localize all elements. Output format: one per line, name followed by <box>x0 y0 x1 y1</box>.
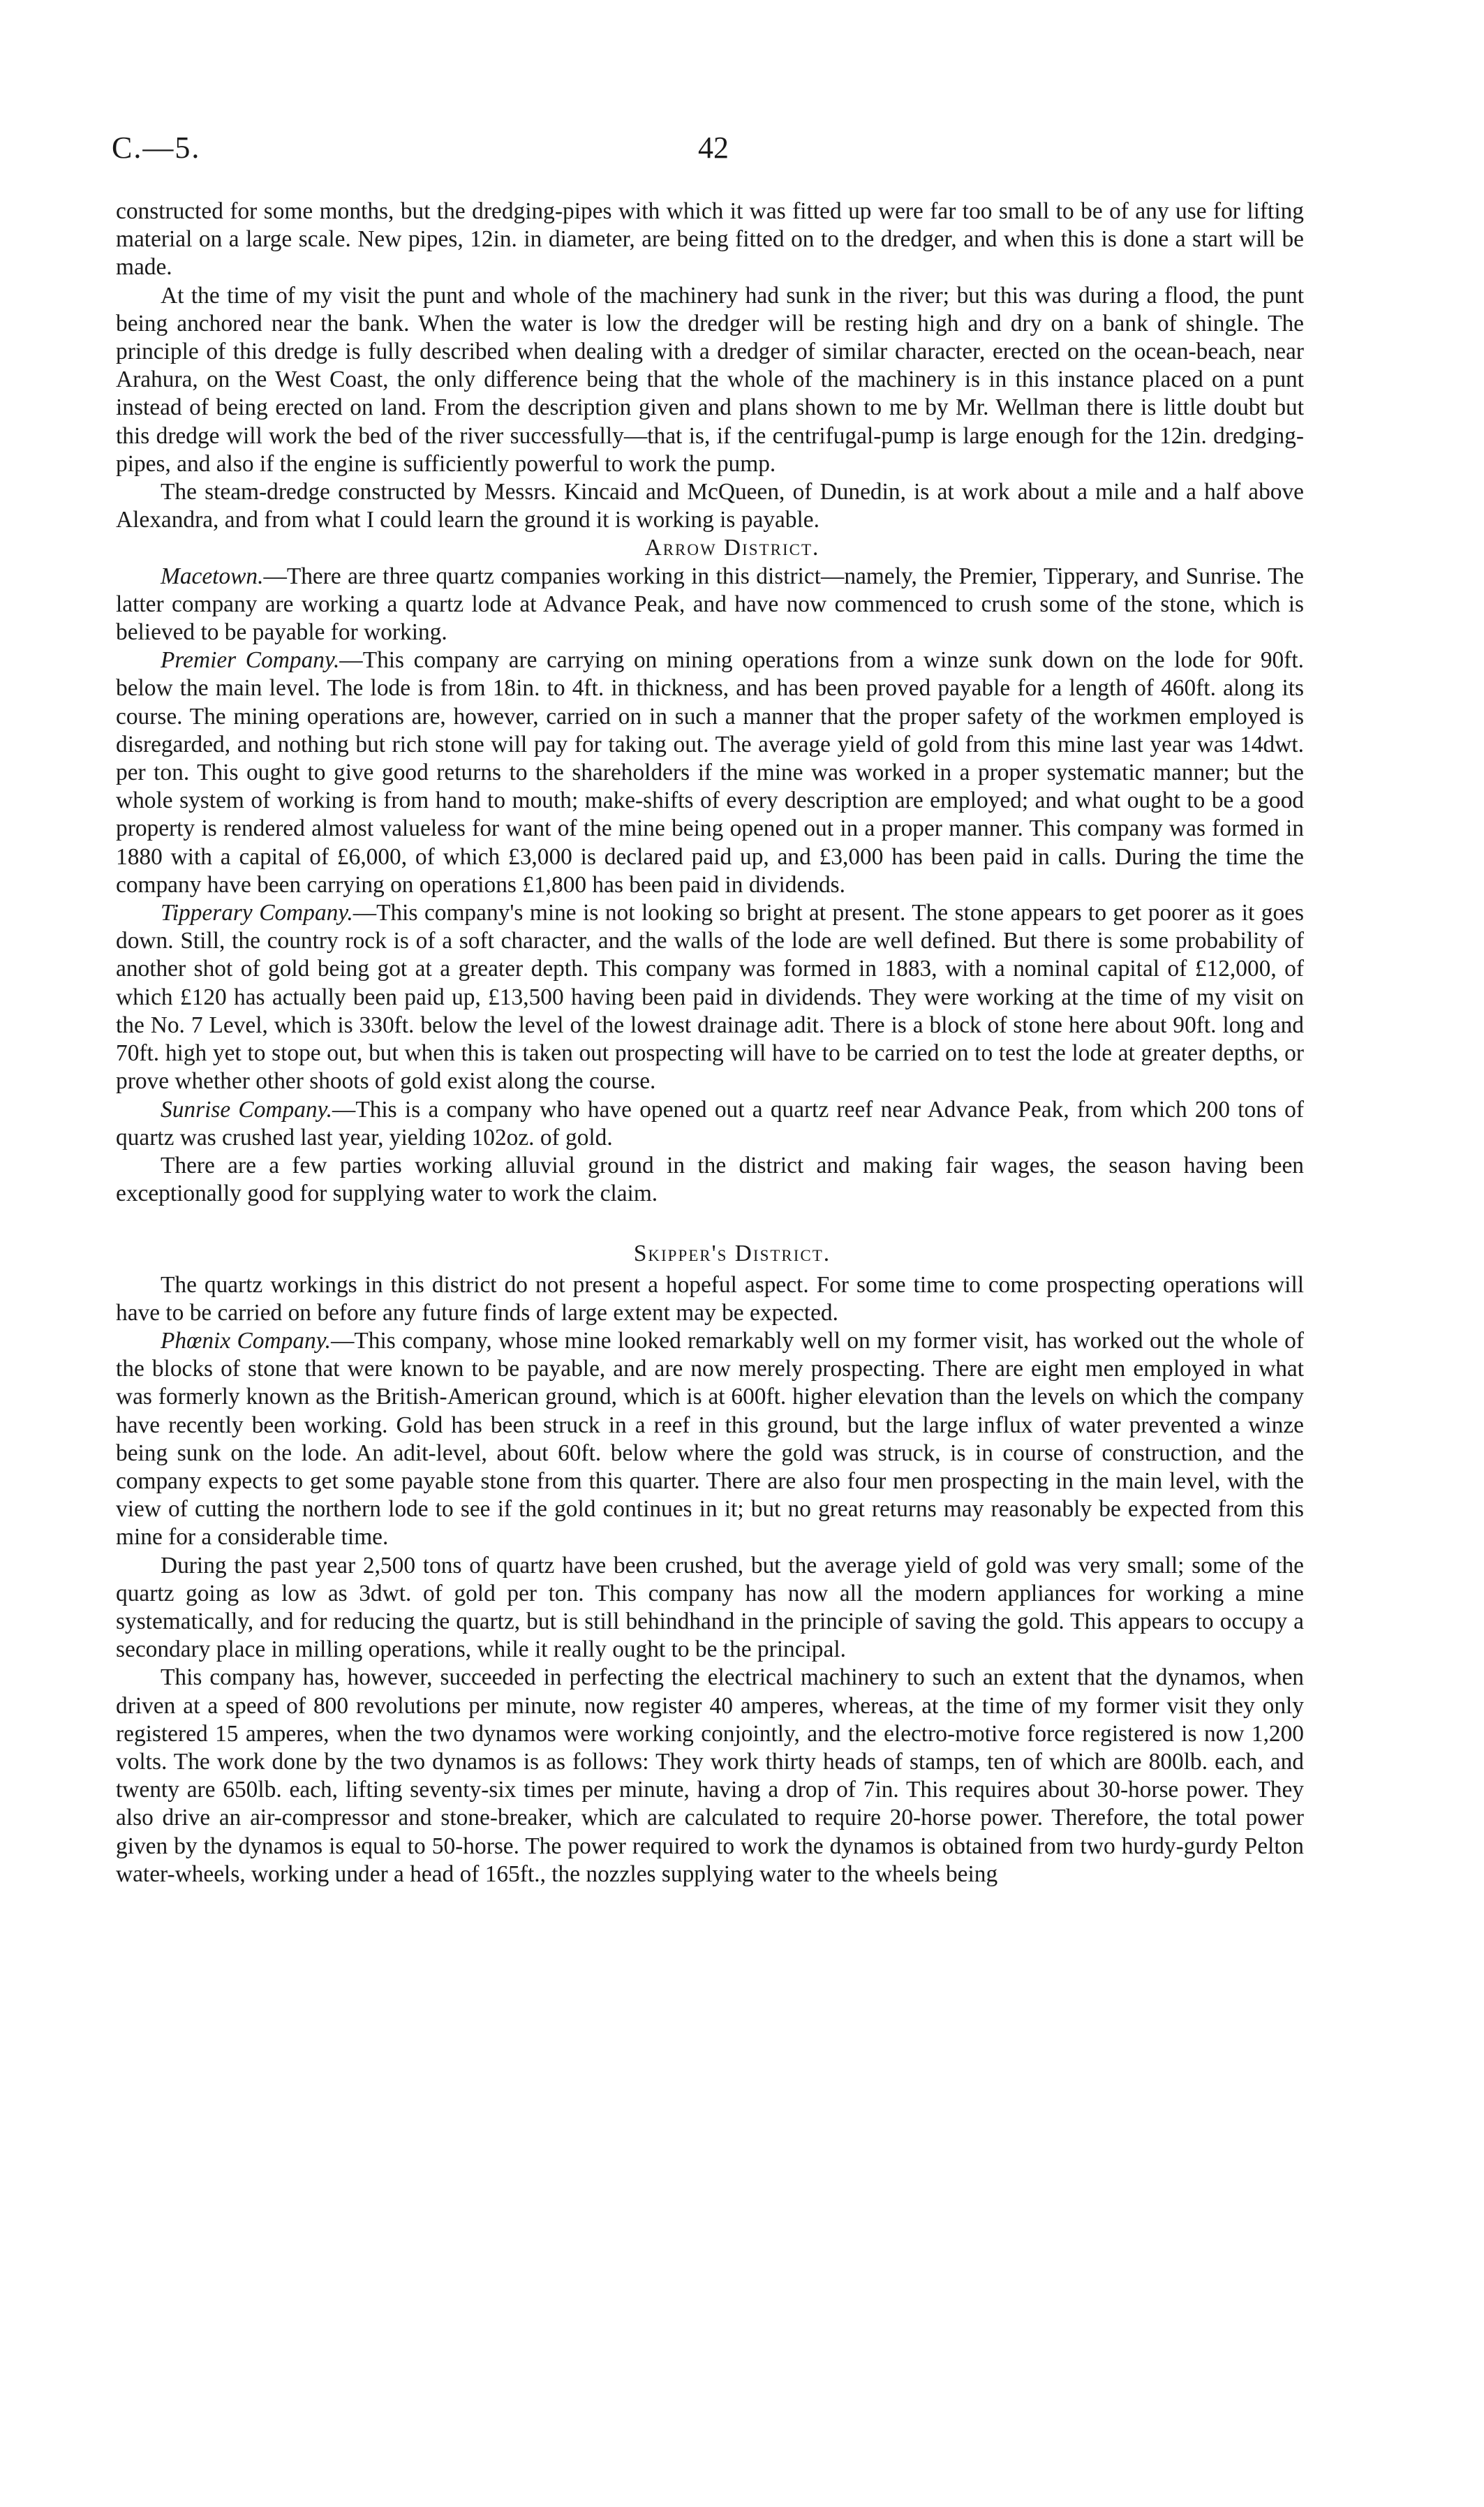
paragraph-text: —This is a company who have opened out a quartz reef near Advance Peak, from which 200 tons of quartz was crushed last year, yielding 102oz. of gold. <box>116 1096 1304 1151</box>
document-reference: C.—5. <box>112 131 201 165</box>
subheading-phoenix-company: Phœnix Company. <box>161 1327 332 1354</box>
subheading-premier-company: Premier Company. <box>161 647 340 674</box>
paragraph-text: —This company are carrying on mining operations from a winze sunk down on the lode for 90ft. below the main level. The lode is from 18in. to 4ft. in thickness, and has been proved payable for a length of 460ft. along its course. The mining operations are, however, carried on in such a manner that the proper safety of the workmen employed is disregarded, and nothing but rich stone will pay for taking out. The average yield of gold from this mine last year was 14dwt. per ton. This ought to give good returns to the shareholders if the mine was worked in a proper systematic manner; but the whole system of working is from hand to mouth; make-shifts of every description are employed; and what ought to be a good property is rendered almost valueless for want of the mine being opened out in a proper manner. This company was formed in 1880 with a capital of £6,000, of which £3,000 is declared paid up, and £3,000 has been paid in calls. During the time the company have been carrying on operations £1,800 has been paid in dividends. <box>116 647 1304 898</box>
paragraph <box>116 563 1304 647</box>
paragraph <box>116 1327 1304 1552</box>
paragraph-text: —This company's mine is not looking so bright at present. The stone appears to get poorer as it goes down. Still, the country rock is of a soft character, and the walls of the lode are well defined. But there is some probability of another shot of gold being got at a greater depth. This company was formed in 1883, with a nominal capital of £12,000, of which £120 has actually been paid up, £13,500 having been paid in dividends. They were working at the time of my visit on the No. 7 Level, which is 330ft. below the level of the lowest drainage adit. There is a block of stone here about 90ft. long and 70ft. high yet to stope out, but when this is taken out prospecting will have to be carried on to test the lode at greater depths, or prove whether other shoots of gold exist along the course. <box>116 900 1304 1095</box>
paragraph: The steam-dredge constructed by Messrs. Kincaid and McQueen, of Dunedin, is at work about a mile and a half above Alexandra, and from what I could learn the ground it is working is payable. <box>116 479 1304 533</box>
paragraph <box>116 646 1304 899</box>
body-text <box>116 198 1304 1888</box>
paragraph: At the time of my visit the punt and whole of the machinery had sunk in the river; but this was during a flood, the punt being anchored near the bank. When the water is low the dredger will be resting high and dry on a bank of shingle. The principle of this dredge is fully described when dealing with a dredger of similar character, erected on the ocean-beach, near Arahura, on the West Coast, the only difference being that the whole of the machinery is in this instance placed on a punt instead of being erected on land. From the description given and plans shown to me by Mr. Wellman there is little doubt but this dredge will work the bed of the river successfully—that is, if the centrifugal-pump is large enough for the 12in. dredging-pipes, and also if the engine is sufficiently powerful to work the pump. <box>116 282 1304 477</box>
paragraph <box>116 899 1304 1095</box>
paragraph: constructed for some months, but the dredging-pipes with which it was fitted up were far too small to be of any use for lifting material on a large scale. New pipes, 12in. in diameter, are being fitted on to the dredger, and when this is done a start will be made. <box>116 198 1304 281</box>
section-heading-skippers-district: Skipper's District. <box>633 1241 831 1267</box>
page-header <box>112 130 1298 179</box>
subheading-macetown: Macetown. <box>161 563 264 589</box>
subheading-tipperary-company: Tipperary Company. <box>161 900 353 926</box>
paragraph-text: —There are three quartz companies working in this district—namely, the Premier, Tipperary, and Sunrise. The latter company are working a quartz lode at Advance Peak, and have now commenced to crush some of the stone, which is believed to be payable for working. <box>116 563 1304 646</box>
subheading-sunrise-company: Sunrise Company. <box>161 1096 332 1123</box>
paragraph <box>116 1096 1304 1152</box>
section-heading-arrow-district: Arrow District. <box>644 535 820 561</box>
paragraph: This company has, however, succeeded in perfecting the electrical machinery to such an extent that the dynamos, when driven at a speed of 800 revolutions per minute, now register 40 amperes, whereas, at the time of my former visit they only registered 15 amperes, when the two dynamos were working conjointly, and the electro-motive force registered is now 1,200 volts. The work done by the two dynamos is as follows: They work thirty heads of stamps, ten of which are 800lb. each, and twenty are 650lb. each, lifting seventy-six times per minute, having a drop of 7in. This requires about 30-horse power. They also drive an air-compressor and stone-breaker, which are calculated to require 20-horse power. Therefore, the total power given by the dynamos is equal to 50-horse. The power required to work the dynamos is obtained from two hurdy-gurdy Pelton water-wheels, working under a head of 165ft., the nozzles supplying water to the wheels being <box>116 1664 1304 1887</box>
paragraph: The quartz workings in this district do not present a hopeful aspect. For some time to come prospecting operations will have to be carried on before any future finds of large extent may be expected. <box>116 1271 1304 1326</box>
paragraph-text: —This company, whose mine looked remarkably well on my former visit, has worked out the whole of the blocks of stone that were known to be payable, and are now merely prospecting. There are eight men employed in what was formerly known as the British-American ground, which is at 600ft. higher elevation than the levels on which the company have recently been working. Gold has been struck in a reef in this ground, but the large influx of water prevented a winze being sunk on the lode. An adit-level, about 60ft. below where the gold was struck, is in course of construction, and the company expects to get some payable stone from this quarter. There are also four men prospecting in the main level, with the view of cutting the northern lode to see if the gold continues in it; but no great returns may reasonably be expected from this mine for a considerable time. <box>116 1327 1304 1551</box>
page-number: 42 <box>698 131 729 165</box>
paragraph: There are a few parties working alluvial ground in the district and making fair wages, the season having been exceptionally good for supplying water to work the claim. <box>116 1152 1304 1207</box>
paragraph: During the past year 2,500 tons of quartz have been crushed, but the average yield of gold was very small; some of the quartz going as low as 3dwt. of gold per ton. This company has now all the modern appliances for working a mine systematically, and for reducing the quartz, but is still behindhand in the principle of saving the gold. This appears to occupy a secondary place in milling operations, while it really ought to be the principal. <box>116 1552 1304 1663</box>
